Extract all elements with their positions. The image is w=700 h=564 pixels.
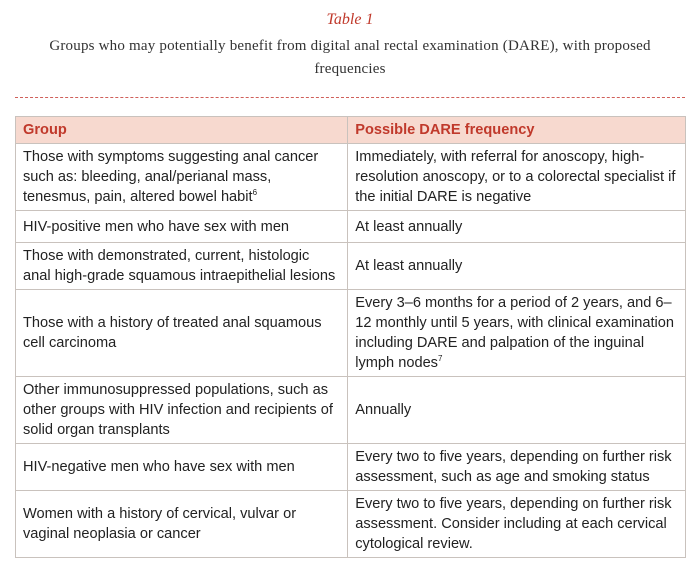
table-row bbox=[16, 144, 686, 211]
cell-frequency: Every 3–6 months for a period of 2 years, and 6–12 monthly until 5 years, with clinical examination including DARE and palpation of the inguinal lymph nodes$^7$ bbox=[348, 290, 686, 377]
cell-group: HIV-negative men who have sex with men bbox=[16, 444, 348, 491]
cell-frequency: Immediately, with referral for anoscopy, high-resolution anoscopy, or to a colorectal specialist if the initial DARE is negative bbox=[348, 144, 686, 211]
cell-group: Women with a history of cervical, vulvar or vaginal neoplasia or cancer bbox=[16, 491, 348, 558]
table-title: Groups who may potentially benefit from digital anal rectal examination (DARE), with proposed frequencies bbox=[49, 38, 651, 77]
dashed-divider bbox=[15, 97, 685, 98]
header-frequency: Possible DARE frequency bbox=[348, 117, 686, 144]
table-row bbox=[16, 243, 686, 290]
table-row bbox=[16, 377, 686, 444]
table-row bbox=[16, 211, 686, 243]
cell-frequency: At least annually bbox=[348, 211, 686, 243]
dare-frequency-table bbox=[15, 116, 686, 558]
footnote-ref: 7 bbox=[437, 354, 443, 363]
cell-group: HIV-positive men who have sex with men bbox=[16, 211, 348, 243]
cell-frequency: At least annually bbox=[348, 243, 686, 290]
table-header-row bbox=[16, 117, 686, 144]
cell-group: Those with symptoms suggesting anal cancer such as: bleeding, anal/perianal mass, tenesmus, pain, altered bowel habit$^6$ bbox=[16, 144, 348, 211]
header-group: Group bbox=[16, 117, 348, 144]
table-row bbox=[16, 491, 686, 558]
cell-frequency: Every two to five years, depending on further risk assessment, such as age and smoking status bbox=[348, 444, 686, 491]
cell-frequency: Annually bbox=[348, 377, 686, 444]
cell-group: Those with a history of treated anal squamous cell carcinoma bbox=[16, 290, 348, 377]
cell-frequency: Every two to five years, depending on further risk assessment. Consider including at each cervical cytological review. bbox=[348, 491, 686, 558]
cell-group: Other immunosuppressed populations, such as other groups with HIV infection and recipients of solid organ transplants bbox=[16, 377, 348, 444]
table-label: Table 1 bbox=[326, 11, 374, 28]
table-row bbox=[16, 444, 686, 491]
table-row bbox=[16, 290, 686, 377]
cell-group: Those with demonstrated, current, histologic anal high-grade squamous intraepithelial lesions bbox=[16, 243, 348, 290]
footnote-ref: 6 bbox=[252, 188, 258, 197]
table-caption bbox=[0, 10, 700, 81]
